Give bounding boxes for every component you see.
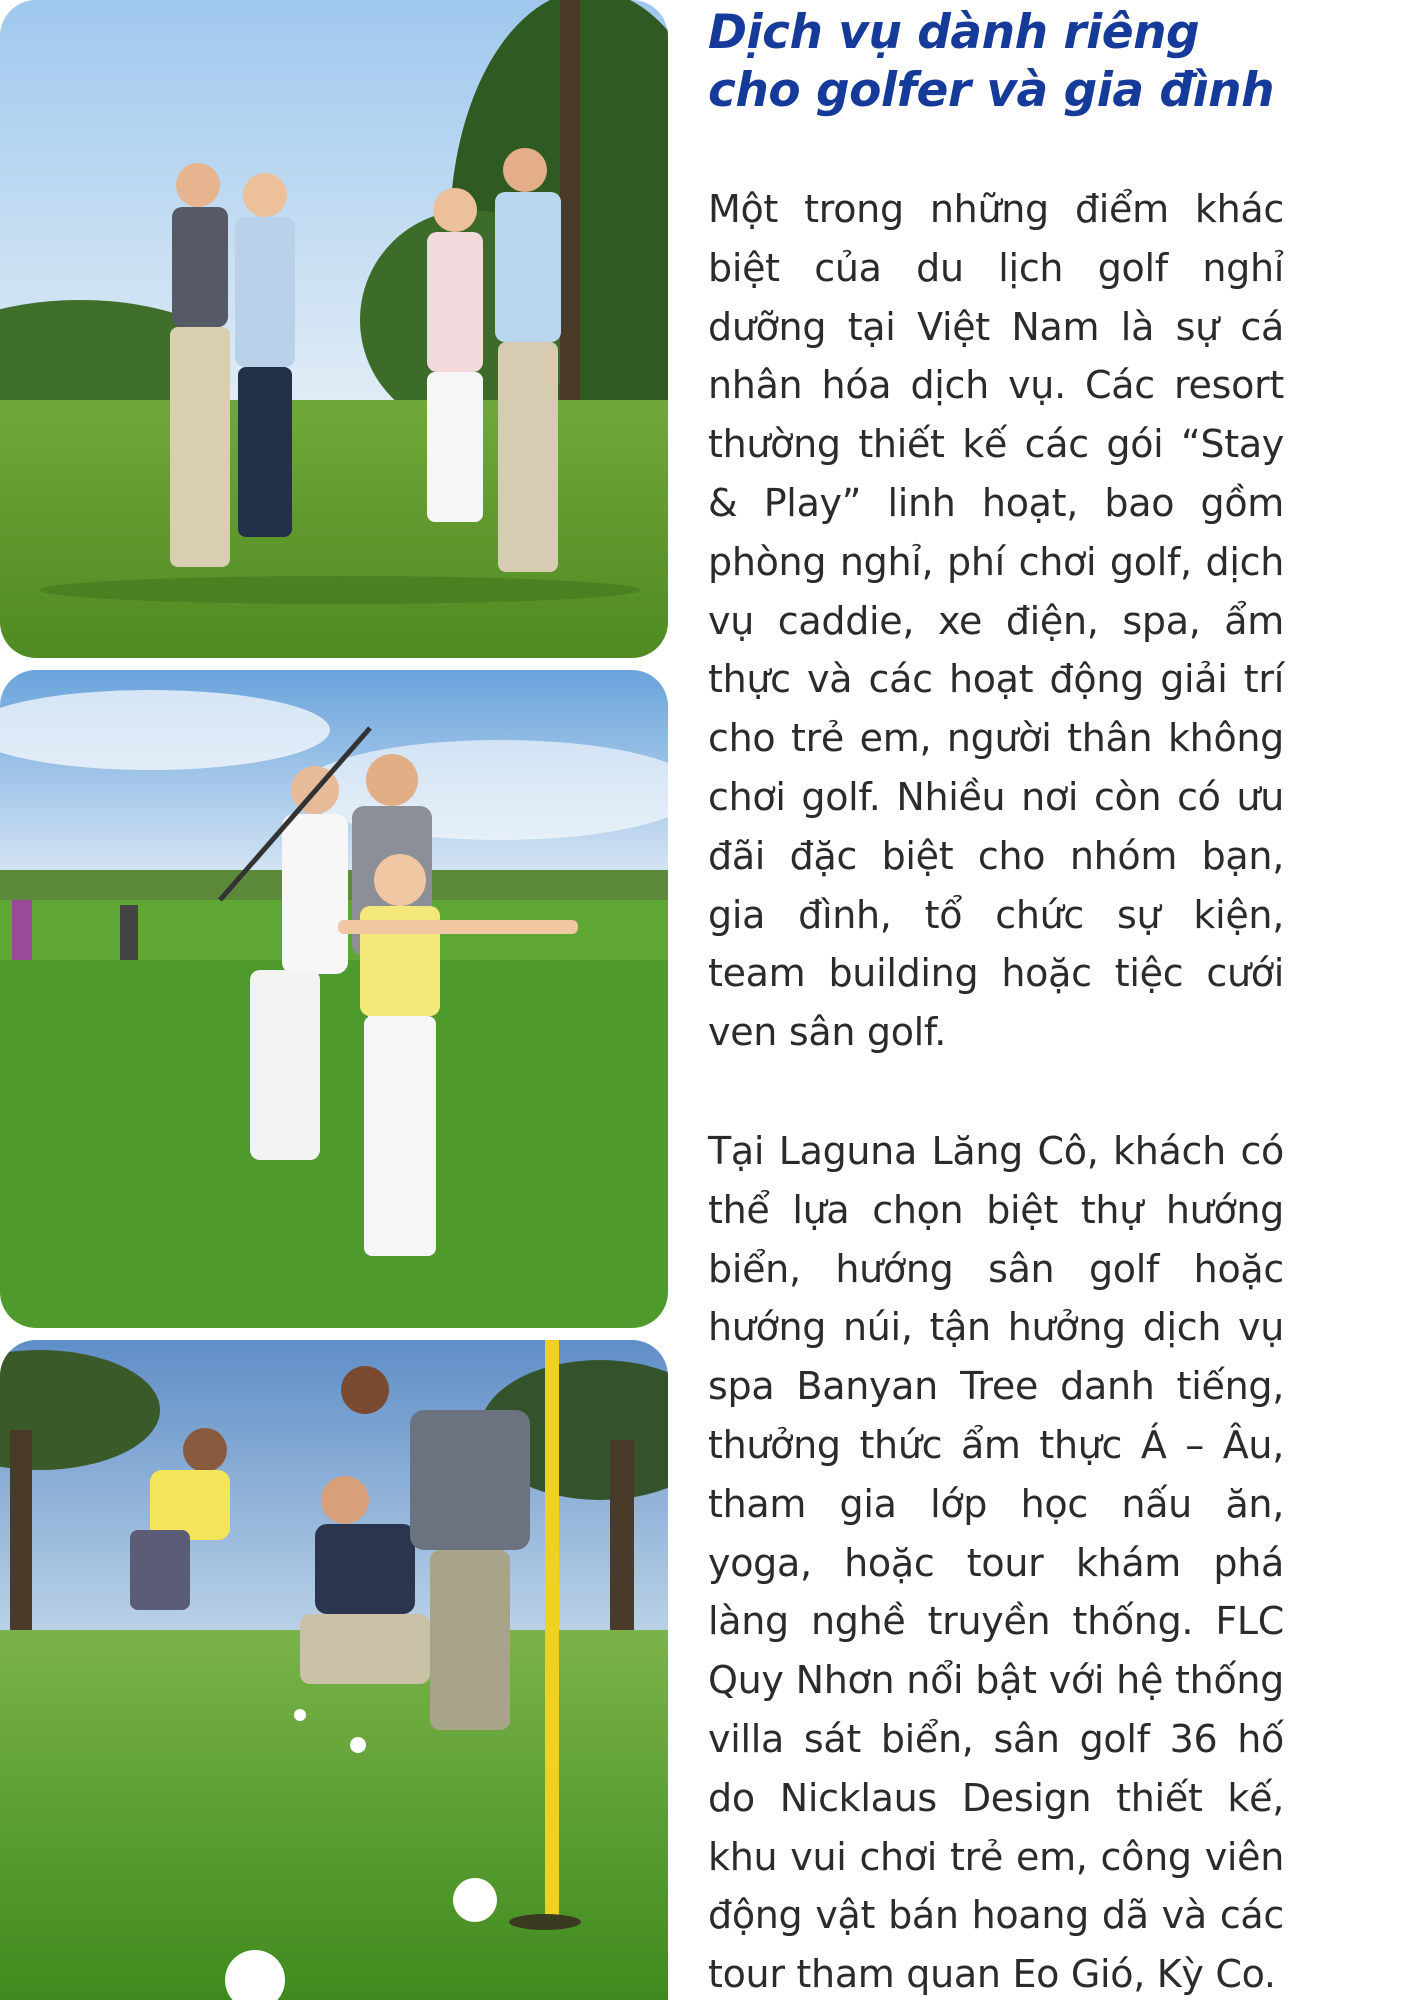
photo-family-golf <box>0 670 668 1328</box>
photo-putting-green <box>0 1340 668 2000</box>
article-paragraph: Tại Laguna Lăng Cô, khách có thể lựa chọn biệt thự hướng biển, hướng sân golf hoặc hướng núi, tận hưởng dịch vụ spa Banyan Tree danh tiếng, thưởng thức ẩm thực Á – Âu, tham gia lớp học nấu ăn, yoga, hoặc tour khám phá làng nghề truyền thống. FLC Quy Nhơn nổi bật với hệ thống villa sát biển, sân golf 36 hố do Nicklaus Design thiết kế, khu vui chơi trẻ em, công viên động vật bán hoang dã và các tour tham quan Eo Gió, Kỳ Co. <box>708 1128 1284 1997</box>
article-text-column <box>708 0 1284 2004</box>
article-paragraph: Một trong những điểm khác biệt của du lịch golf nghỉ dưỡng tại Việt Nam là sự cá nhân hóa dịch vụ. Các resort thường thiết kế các gói “Stay & Play” linh hoạt, bao gồm phòng nghỉ, phí chơi golf, dịch vụ caddie, xe điện, spa, ẩm thực và các hoạt động giải trí cho trẻ em, người thân không chơi golf. Nhiều nơi còn có ưu đãi đặc biệt cho nhóm bạn, gia đình, tổ chức sự kiện, team building hoặc tiệc cưới ven sân golf. <box>708 187 1284 1055</box>
photo-senior-golfers <box>0 0 668 658</box>
article-title: Dịch vụ dành riêng cho golfer và gia đình <box>708 5 1275 118</box>
